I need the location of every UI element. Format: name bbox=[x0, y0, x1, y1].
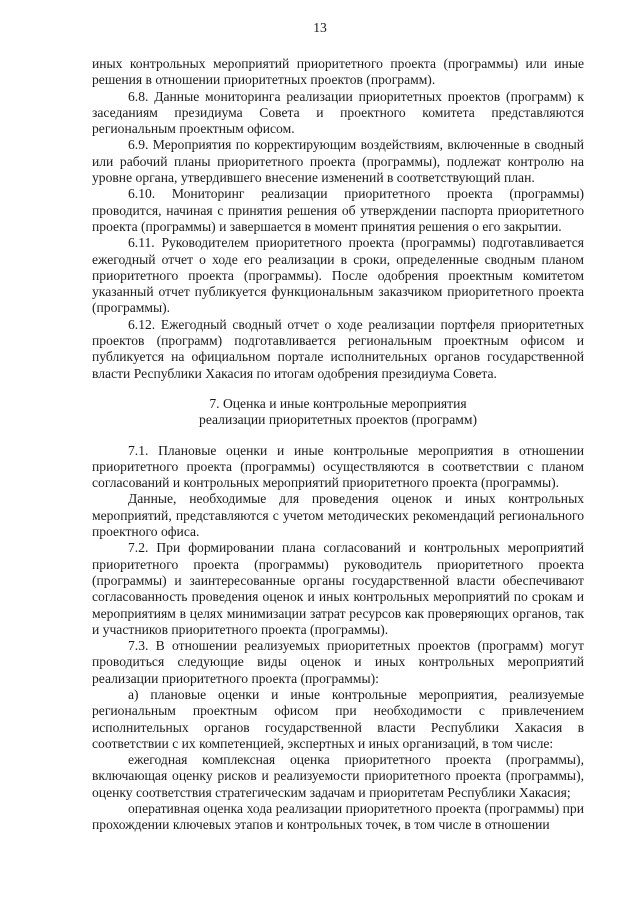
section-heading-line-1: 7. Оценка и иные контрольные мероприятия bbox=[209, 395, 467, 411]
paragraph: 6.12. Ежегодный сводный отчет о ходе реализации портфеля приоритетных проектов (программ) подготавливается региональным проектным офисом и публикуется на официальном портале исполнительных органов государственной власти Республики Хакасия по итогам одобрения президиума Совета. bbox=[92, 316, 584, 381]
paragraph: 7.1. Плановые оценки и иные контрольные мероприятия в отношении приоритетного проекта (программы) осуществляются в соответствии с планом согласований и контрольных мероприятий приоритетного проекта (программы). bbox=[92, 442, 584, 491]
paragraph: 6.9. Мероприятия по корректирующим воздействиям, включенные в сводный или рабочий планы приоритетного проекта (программы), подлежат контролю на уровне органа, утвердившего внесение изменений в соответствующий план. bbox=[92, 137, 584, 186]
paragraph: иных контрольных мероприятий приоритетного проекта (программы) или иные решения в отношении приоритетных проектов (программ). bbox=[92, 56, 584, 88]
section-6-text bbox=[92, 56, 584, 382]
paragraph: 7.2. При формировании плана согласований и контрольных мероприятий приоритетного проекта (программы) руководитель приоритетного проекта (программы) и заинтересованные органы государственной власти обеспечивают согласованность проведения оценок и иных контрольных мероприятий по срокам и мероприятиям в целях минимизации затрат ресурсов как проверяющих органов, так и участников приоритетного проекта (программы). bbox=[92, 540, 584, 637]
section-7-text bbox=[92, 443, 584, 834]
paragraph: 6.8. Данные мониторинга реализации приоритетных проектов (программ) к заседаниям президиума Совета и проектного комитета представляются региональным проектным офисом. bbox=[92, 88, 584, 137]
paragraph: 7.3. В отношении реализуемых приоритетных проектов (программ) могут проводиться следующие виды оценок и иных контрольных мероприятий реализации приоритетного проекта (программы): bbox=[92, 638, 584, 686]
paragraph: Данные, необходимые для проведения оценок и иных контрольных мероприятий, представляются с учетом методических рекомендаций регионального проектного офиса. bbox=[92, 491, 584, 540]
paragraph: ежегодная комплексная оценка приоритетного проекта (программы), включающая оценку рисков и реализуемости приоритетного проекта (программы), оценку соответствия стратегическим задачам и приоритетам Республики Хакасия; bbox=[92, 752, 584, 800]
paragraph: 6.10. Мониторинг реализации приоритетного проекта (программы) проводится, начиная с принятия решения об утверждении паспорта приоритетного проекта (программы) и завершается в момент принятия решения о его закрытии. bbox=[92, 186, 584, 234]
paragraph: 6.11. Руководителем приоритетного проекта (программы) подготавливается ежегодный отчет о ходе его реализации в сроки, определенные сводным планом приоритетного проекта (программы). После одобрения проектным комитетом указанный отчет публикуется функциональным заказчиком приоритетного проекта (программы). bbox=[92, 235, 584, 316]
section-heading bbox=[92, 396, 584, 429]
page-number: 13 bbox=[313, 20, 327, 35]
paragraph: оперативная оценка хода реализации приоритетного проекта (программы) при прохождении ключевых этапов и контрольных точек, в том числе в отношении bbox=[92, 801, 584, 833]
section-heading-line-2: реализации приоритетных проектов (программ) bbox=[199, 412, 477, 428]
document-body bbox=[92, 56, 584, 834]
paragraph: а) плановые оценки и иные контрольные мероприятия, реализуемые региональным проектным офисом при необходимости с привлечением исполнительных органов государственной власти Республики Хакасия в соответствии с их компетенцией, экспертных и иных организаций, в том числе: bbox=[92, 686, 584, 751]
